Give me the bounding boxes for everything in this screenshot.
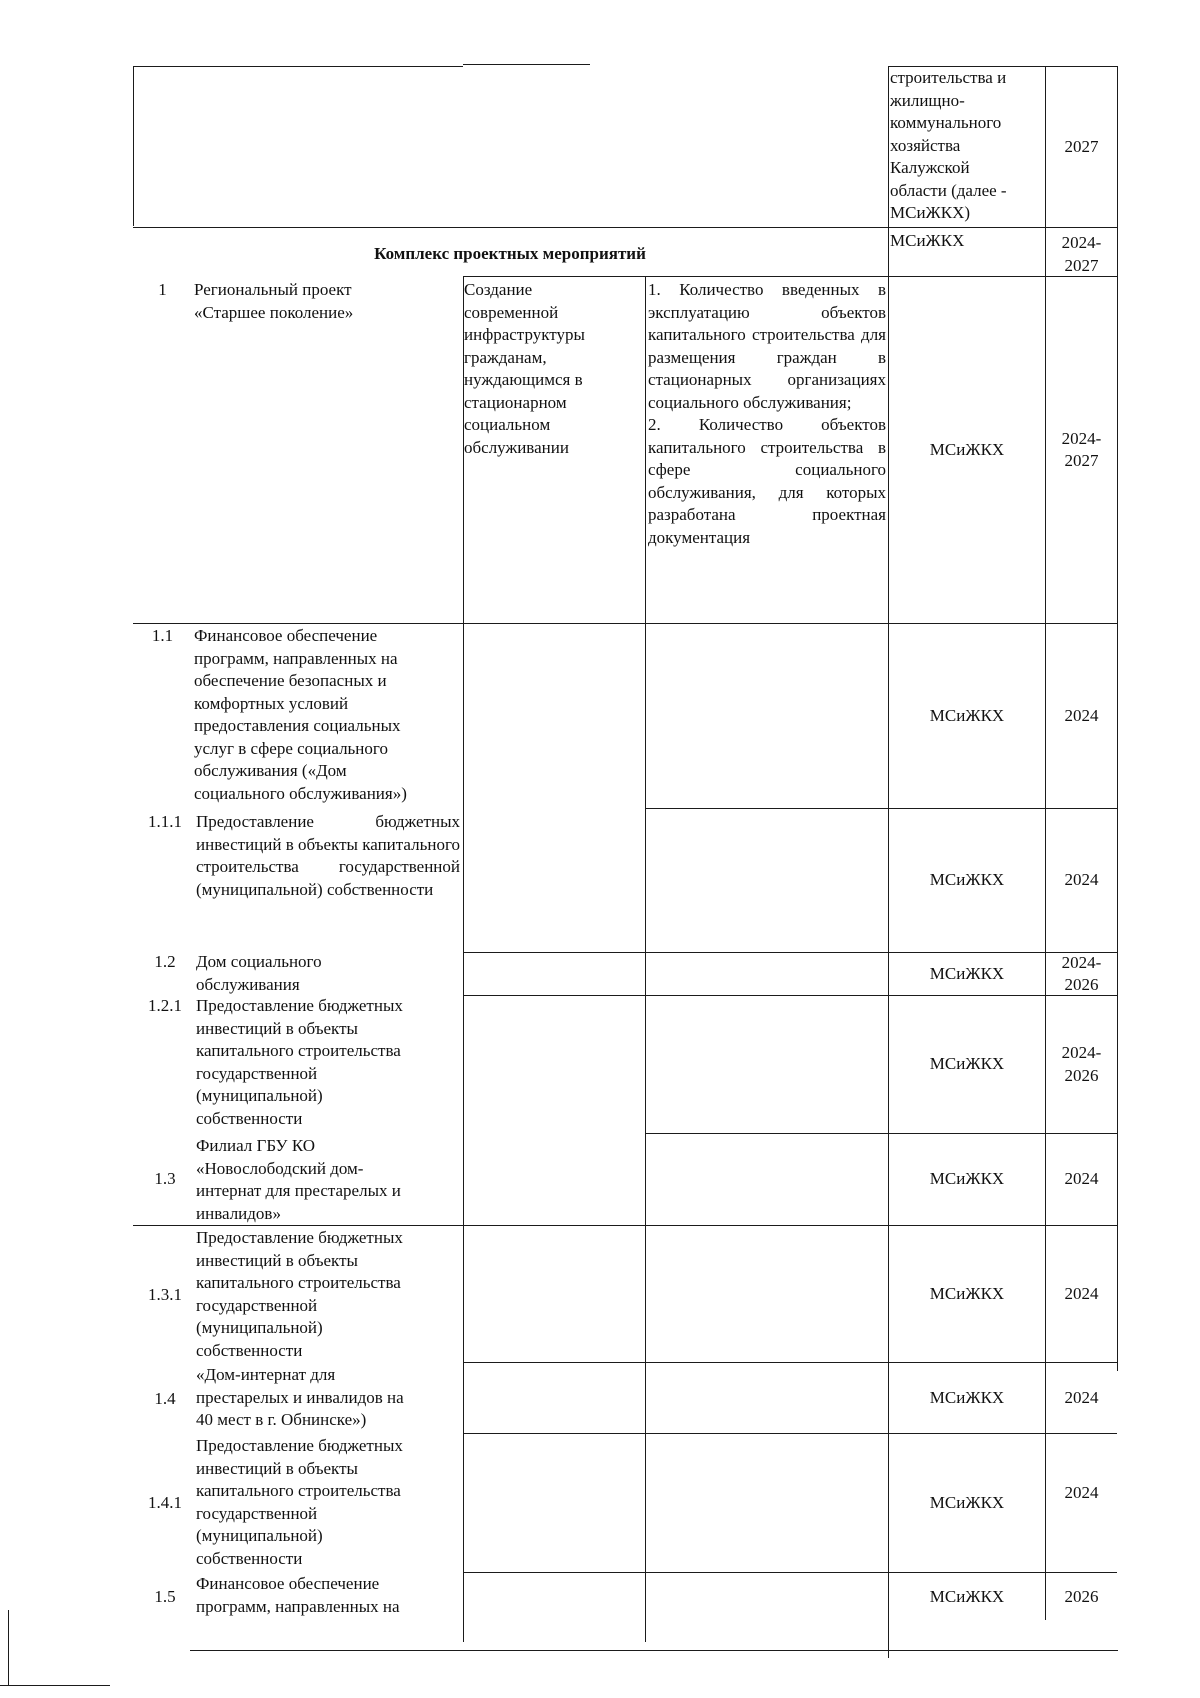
row-period: 2024 <box>1064 705 1099 725</box>
section-title: Комплекс проектных мероприятий <box>374 244 646 263</box>
row-period: 2024 <box>1064 1169 1099 1189</box>
table-border-bottom <box>190 1650 1118 1651</box>
table-border-top <box>133 66 463 67</box>
table-border-right <box>1117 66 1118 1371</box>
row-name: Предоставление бюджетных инвестиций в объекты капитального строительства государственной (муниципальной) собственности <box>196 812 460 899</box>
row-number: 1 <box>158 280 167 299</box>
row-executor: МСиЖКХ <box>929 1054 1005 1074</box>
table-border-left <box>133 66 134 226</box>
row-executor: МСиЖКХ <box>929 705 1005 725</box>
row-executor: МСиЖКХ <box>929 1169 1005 1189</box>
row-name: Предоставление бюджетных инвестиций в объекты капитального строительства государственной (муниципальной) собственности <box>196 1228 403 1360</box>
row-name: Финансовое обеспечение программ, направленных на обеспечение безопасных и комфортных условий предоставления социальных услуг в сфере социального обслуживания («Дом социального обслуживания») <box>194 626 407 803</box>
row-number: 1.3 <box>154 1169 176 1188</box>
row-executor: МСиЖКХ <box>929 439 1005 459</box>
header-executor-cell: строительства и жилищно- коммунального хозяйства Калужской области (далее - МСиЖКХ) <box>890 68 1007 222</box>
scan-edge <box>8 1610 9 1686</box>
row-executor: МСиЖКХ <box>929 963 1005 983</box>
column-divider <box>463 276 464 1642</box>
row-executor: МСиЖКХ <box>929 870 1005 890</box>
row-executor: МСиЖКХ <box>929 1492 1005 1512</box>
row-period: 2024- 2026 <box>1061 952 1102 994</box>
row-executor: МСиЖКХ <box>929 1586 1005 1606</box>
row-indicator: 1. Количество введенных в эксплуатацию объектов капитального строительства для размещения граждан в стационарных организациях социального обслуживания; 2. Количество объектов капитального строительства в сфере социального обслуживания, для которых разработана проектная документация <box>648 280 886 547</box>
row-divider <box>133 227 1117 228</box>
row-executor: МСиЖКХ <box>929 1283 1005 1303</box>
row-number: 1.3.1 <box>148 1285 182 1304</box>
row-period: 2024 <box>1064 1283 1099 1303</box>
section-period: 2024- 2027 <box>1061 233 1102 275</box>
row-task: Создание современной инфраструктуры гражданам, нуждающимся в стационарном социальном обслуживании <box>464 280 585 457</box>
row-number: 1.4 <box>154 1389 176 1408</box>
row-name: Предоставление бюджетных инвестиций в объекты капитального строительства государственной (муниципальной) собственности <box>196 996 403 1128</box>
column-divider <box>645 276 646 1642</box>
row-number: 1.4.1 <box>148 1493 182 1512</box>
row-number: 1.2.1 <box>148 996 182 1015</box>
row-executor: МСиЖКХ <box>929 1387 1005 1407</box>
row-number: 1.1.1 <box>148 812 182 831</box>
row-period: 2024 <box>1064 1483 1099 1502</box>
row-period: 2024 <box>1064 1387 1099 1407</box>
row-number: 1.5 <box>154 1587 176 1606</box>
row-name: Региональный проект «Старшее поколение» <box>194 280 354 322</box>
row-period: 2024 <box>1064 870 1099 890</box>
row-name: Финансовое обеспечение программ, направленных на <box>196 1574 400 1616</box>
header-period-cell: 2027 <box>1064 136 1099 156</box>
row-period: 2026 <box>1064 1586 1099 1606</box>
row-name: Дом социального обслуживания <box>196 952 322 994</box>
table-border-top <box>463 64 590 65</box>
row-name: Филиал ГБУ КО «Новослободский дом- интернат для престарелых и инвалидов» <box>196 1136 401 1223</box>
row-number: 1.1 <box>151 626 174 645</box>
row-name: Предоставление бюджетных инвестиций в объекты капитального строительства государственной (муниципальной) собственности <box>196 1436 403 1568</box>
row-name: «Дом-интернат для престарелых и инвалидов на 40 мест в г. Обнинске») <box>196 1365 404 1429</box>
row-period: 2024- 2026 <box>1061 1043 1102 1085</box>
row-number: 1.2 <box>154 952 176 971</box>
row-period: 2024- 2027 <box>1061 428 1102 470</box>
section-executor: МСиЖКХ <box>890 231 965 250</box>
scan-edge <box>0 1685 110 1686</box>
